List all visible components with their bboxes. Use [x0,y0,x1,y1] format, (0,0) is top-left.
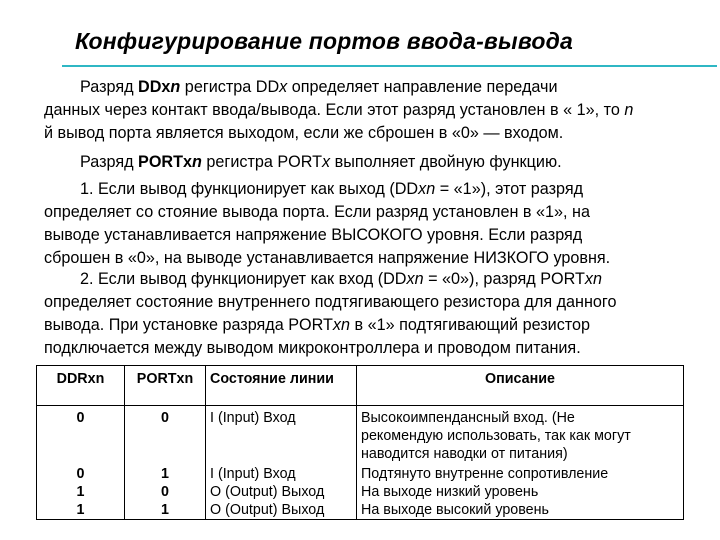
paragraph-line [44,268,694,291]
text: определяет направление передачи [287,78,558,96]
text: выполняет двойную функцию. [330,153,562,171]
table-row [37,406,684,466]
paragraph-line [44,151,694,174]
text: xn [584,270,602,288]
text: n [192,153,202,171]
table-row [37,483,684,501]
text: n [624,101,634,119]
paragraph-line: сброшен в «0», на выводе устанавливается напряжение НИЗКОГО уровня. [44,249,611,267]
table-row [37,501,684,520]
cell-port: 0 [125,406,206,466]
text: = «0»), разряд PORT [423,270,585,288]
paragraph-line [44,178,694,201]
cell-ddr: 0 [37,406,125,466]
description-line: наводится наводки от питания) [361,446,568,462]
text: вывода. При установке разряда PORT [44,316,333,334]
cell-description [357,406,684,466]
port-config-table [36,365,684,520]
cell-state: O (Output) Выход [206,501,357,520]
text: 2. Если вывод функционирует как вход (DD [80,270,407,288]
description-line: Высокоимпендансный вход. (Не [361,410,575,426]
text: регистра DD [180,78,280,96]
text: = «1»), этот разряд [435,180,584,198]
cell-port: 1 [125,501,206,520]
text: xn [418,180,436,198]
header-description: Описание [357,366,684,406]
paragraph-line [44,314,694,337]
text: данных через контакт ввода/вывода. Если этот разряд установлен в « 1», то [44,101,625,119]
cell-state: I (Input) Вход [206,406,357,466]
text: 1. Если вывод функционирует как выход (DD [80,180,419,198]
text: xn [332,316,351,334]
header-line-state: Состояние линии [206,366,357,406]
text: n [170,78,181,96]
paragraph-line: выводе устанавливается напряжение ВЫСОКОГО уровня. Если разряд [44,226,583,244]
text: Разряд [80,78,139,96]
cell-ddr: 0 [37,465,125,483]
paragraph-portx [44,151,694,174]
text: Разряд [80,153,139,171]
text: DDx [138,78,171,96]
paragraph-line: подключается между выводом микроконтроллера и проводом питания. [44,339,581,357]
cell-ddr: 1 [37,483,125,501]
cell-state: O (Output) Выход [206,483,357,501]
text: регистра PORT [201,153,323,171]
paragraph-line: определяет состояние внутреннего подтягивающего резистора для данного [44,293,617,311]
text: в «1» подтягивающий резистор [350,316,591,334]
description-line: рекомендую использовать, так как могут [361,428,631,444]
cell-ddr: 1 [37,501,125,520]
cell-port: 1 [125,465,206,483]
paragraph-line [44,99,694,122]
paragraph-line: определяет со стояние вывода порта. Если разряд установлен в «1», на [44,203,590,221]
paragraph-ddx [44,76,694,145]
text: x [322,153,331,171]
text: xn [406,270,424,288]
table-header-row [37,366,684,406]
text: x [279,78,288,96]
table-row [37,465,684,483]
paragraph-input-mode [44,268,694,360]
title-rule [62,65,717,67]
text: PORTx [138,153,193,171]
paragraph-line: й вывод порта является выходом, если же сброшен в «0» — входом. [44,124,564,142]
cell-description: На выходе высокий уровень [357,501,684,520]
header-ddrxn: DDRxn [37,366,125,406]
page-title: Конфигурирование портов ввода-вывода [75,28,574,54]
cell-description: На выходе низкий уровень [357,483,684,501]
paragraph-line [44,76,694,99]
cell-state: I (Input) Вход [206,465,357,483]
cell-description: Подтянуто внутренне сопротивление [357,465,684,483]
header-portxn: PORTxn [125,366,206,406]
cell-port: 0 [125,483,206,501]
paragraph-output-mode [44,178,694,270]
